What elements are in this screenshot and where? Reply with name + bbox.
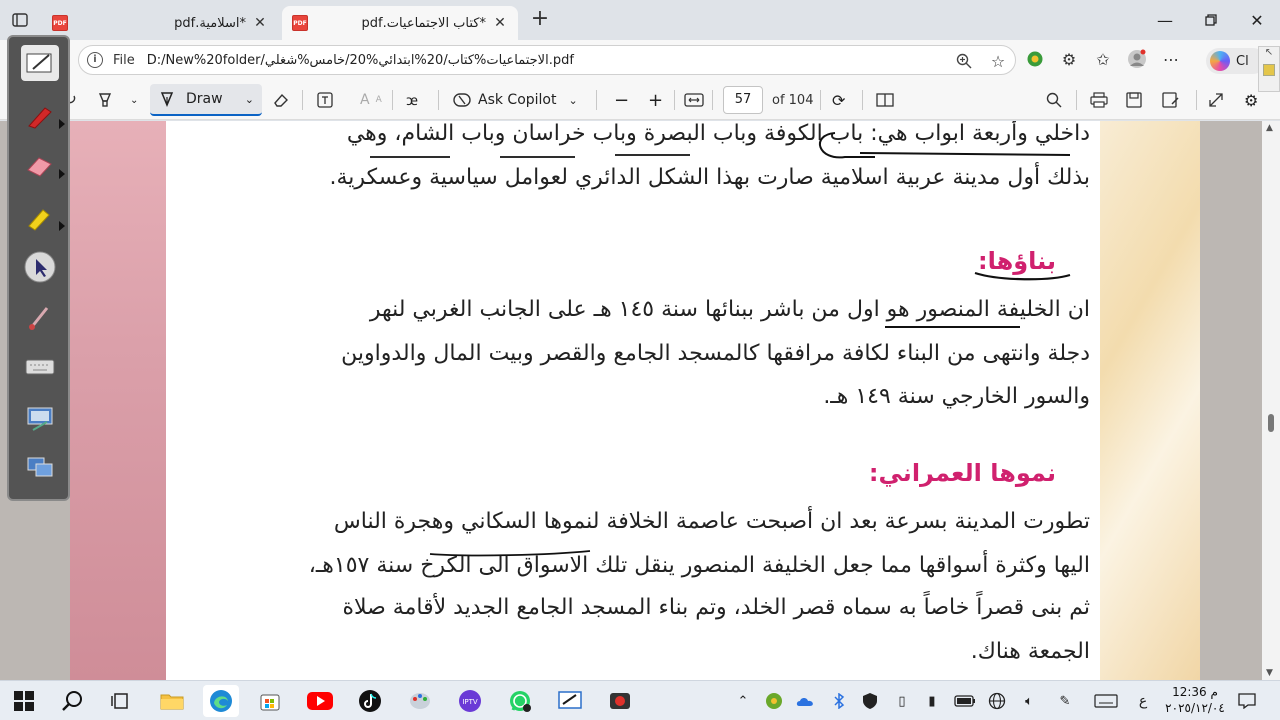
pdf-file-icon: PDF [52,15,68,31]
brush-tool-button[interactable] [21,299,59,335]
profile-avatar-icon[interactable] [1126,48,1148,70]
pdf-viewer[interactable] [0,121,1262,680]
save-as-icon[interactable] [1162,88,1180,112]
task-view-icon [110,691,130,711]
extension-globe-icon[interactable] [1024,48,1046,70]
notepad-pen-icon [25,51,55,75]
text-line: دجلة وانتهى من البناء لكافة مرافقها كالمسجد الجامع والقصر وبيت المال والدواوين [341,341,1090,366]
settings-gear-icon[interactable]: ⚙ [1244,90,1259,110]
recorder-icon [608,690,632,712]
text-line: تطورت المدينة بسرعة بعد ان أصبحت عاصمة الخلافة لنموها السكاني وهجرة الناس [333,509,1090,534]
folder-icon [160,691,184,711]
pen-icon [158,90,176,108]
svg-text:IPTV: IPTV [462,698,478,706]
fit-width-icon[interactable] [684,88,704,112]
usb-device-icon[interactable]: ▮ [928,693,936,709]
red-marker-icon [25,100,55,130]
store-bag-icon [259,690,281,712]
expand-icon[interactable] [1208,88,1224,112]
address-field[interactable] [78,45,1016,75]
minimize-button[interactable]: — [1157,10,1173,30]
tiktok-button[interactable] [352,685,388,717]
input-language-indicator[interactable]: ع [1138,693,1148,709]
eraser-icon[interactable] [272,88,290,112]
section-heading: نموها العمراني: [868,459,1056,487]
tab-islamic-pdf[interactable] [42,6,278,40]
copilot-button[interactable] [1206,48,1266,74]
screen-share-button[interactable] [21,451,59,487]
chevron-down-icon[interactable]: ⌄ [130,94,139,106]
page-total: of 104 [772,93,814,108]
ink-annotations [70,121,1200,680]
clock[interactable] [1164,684,1226,716]
eraser-tool-button[interactable] [21,147,59,183]
text-line: الجمعة هناك. [970,639,1090,664]
tab-title: *اسلامية.pdf [174,15,246,31]
drawing-tool-palette [7,35,70,501]
bluetooth-icon[interactable] [830,689,848,713]
more-menu-icon[interactable]: ⋯ [1163,49,1179,69]
screen-recorder-button[interactable] [602,685,638,717]
notepad-tool-button[interactable] [21,45,59,81]
search-icon [61,690,83,712]
pdf-page [70,121,1200,680]
tray-app-green-icon[interactable] [764,689,784,713]
text-line: والسور الخارجي سنة ١٤٩ هـ. [823,384,1090,409]
ask-copilot-button[interactable] [452,88,578,112]
text-line: بذلك أول مدينة عربية اسلامية صارت بهذا الشكل الدائري لعوامل سياسية وعسكرية. [329,165,1090,190]
file-explorer-button[interactable] [154,685,190,717]
copilot-icon [452,91,472,109]
phone-link-icon[interactable]: ▯ [898,693,906,709]
tiktok-icon [358,689,382,713]
close-tab-icon[interactable]: ✕ [494,15,506,31]
browser-toolbar-icons [1024,48,1182,70]
pointer-tool-button[interactable] [21,249,59,285]
section-heading: بناؤها: [978,247,1056,275]
rotate-icon[interactable]: ⟳ [832,90,846,110]
tab-social-studies-pdf[interactable] [282,6,518,40]
draw-label: Draw [186,91,223,107]
screen-share-icon [25,454,55,484]
iptv-app-button[interactable] [452,685,488,717]
keyboard-icon [25,357,55,377]
zoom-out-button[interactable]: − [614,89,630,111]
tab-strip [0,0,1280,40]
text-line: ان الخليفة المنصور هو اول من باشر ببنائها سنة ١٤٥ هـ على الجانب الغربي لنهر [369,297,1090,322]
text-box-icon[interactable] [316,88,334,112]
edge-logo-icon [209,689,233,713]
extensions-puzzle-icon[interactable]: ⚙ [1061,49,1077,69]
whiteboard-icon [558,690,582,712]
touch-keyboard-icon[interactable] [1092,689,1120,713]
mini-color-icon[interactable] [1263,64,1275,76]
highlighter-tool-button[interactable] [21,199,59,235]
scroll-up-icon[interactable]: ▲ [1266,123,1273,133]
youtube-icon [307,692,333,710]
mini-arrow-icon[interactable]: ↖ [1264,47,1274,58]
network-globe-icon[interactable] [986,689,1008,713]
marker-tool-button[interactable] [21,97,59,133]
side-mini-panel[interactable] [1258,46,1280,92]
zoom-icon[interactable] [953,50,975,72]
taskbar [0,680,1280,720]
eraser-icon [25,150,55,180]
notification-center-icon[interactable] [1236,689,1258,713]
print-icon[interactable] [1090,88,1108,112]
close-tab-icon[interactable]: ✕ [254,15,266,31]
clock-date: ٢٠٢٥/١٢/٠٤ [1165,701,1225,715]
scroll-down-icon[interactable]: ▼ [1266,668,1273,678]
windows-logo-icon [14,691,34,711]
pointer-arrow-icon [23,250,57,284]
pdf-toolbar [0,80,1280,120]
vertical-scrollbar[interactable] [1262,121,1280,680]
favorite-star-icon[interactable]: ☆ [990,51,1006,71]
url-text[interactable]: D:/New%20folder/الاجتماعيات%كتاب/20%ابتدائي%20/خامس%شغلي.pdf [146,52,574,68]
chevron-down-icon[interactable]: ⌄ [244,92,254,106]
youtube-button[interactable] [302,685,338,717]
paint-app-button[interactable] [402,685,438,717]
security-shield-icon[interactable] [860,689,880,713]
ask-copilot-label: Ask Copilot [478,92,557,108]
tray-onedrive-icon[interactable] [796,689,816,713]
screen-capture-button[interactable] [21,401,59,437]
edge-browser-button[interactable] [203,685,239,717]
restore-icon [1205,14,1217,26]
microsoft-store-button[interactable] [252,685,288,717]
palette-icon [408,689,432,713]
iptv-icon [458,689,482,713]
zoom-in-button[interactable]: + [648,89,664,111]
brush-icon [25,302,55,332]
save-icon[interactable] [1126,88,1142,112]
scheme-label: File [113,52,135,68]
info-icon[interactable]: i [87,52,103,68]
highlighter-icon [96,91,114,109]
page-view-icon[interactable] [876,88,894,112]
task-view-button[interactable] [102,685,138,717]
text-size-icon: A A [360,92,382,108]
screen-capture-icon [25,404,55,434]
battery-icon[interactable] [954,689,976,713]
whiteboard-app-button[interactable] [552,685,588,717]
start-button[interactable] [6,685,42,717]
new-tab-button[interactable]: + [530,6,550,31]
yellow-highlighter-icon [25,202,55,232]
tab-actions-button[interactable] [8,8,32,32]
search-button[interactable] [54,685,90,717]
read-aloud-icon[interactable]: ꭢ [406,92,419,109]
show-hidden-icons[interactable]: ⌃ [737,693,749,709]
text-line: اليها وكثرة أسواقها مما جعل الخليفة المنصور ينقل تلك الاسواق الى الكرخ سنة ١٥٧هـ، [308,553,1090,578]
volume-icon[interactable]: 🔈︎ [1025,693,1033,709]
address-bar-row [0,40,1280,80]
draw-button[interactable] [150,84,262,116]
keyboard-tool-button[interactable] [21,349,59,385]
whatsapp-icon [508,689,532,713]
tab-title: *كتاب الاجتماعيات.pdf [361,15,486,31]
clock-time: 12:36 م [1172,685,1218,699]
search-icon[interactable] [1046,88,1062,112]
restore-button[interactable] [1188,6,1234,34]
whatsapp-button[interactable] [502,685,538,717]
text-line: ثم بنى قصراً خاصاً به سماه قصر الخلد، وتم بناء المسجد الجامع الجديد لأقامة صلاة [342,595,1090,620]
scroll-thumb[interactable] [1268,414,1274,432]
highlight-tool-button[interactable] [96,88,138,112]
pen-menu-icon[interactable]: ✎ [1059,693,1071,709]
copilot-label: Cl [1236,53,1249,69]
tab-actions-icon [12,12,28,28]
chevron-down-icon[interactable]: ⌄ [568,93,578,107]
close-window-button[interactable]: ✕ [1250,10,1264,30]
favorites-icon[interactable]: ✩ [1096,49,1110,69]
text-line: داخلي وأربعة ابواب هي: باب الكوفة وباب البصرة وباب خراسان وباب الشام، وهي [346,121,1090,146]
pdf-file-icon: PDF [292,15,308,31]
page-number-input[interactable]: 57 [723,86,763,114]
copilot-logo-icon [1210,51,1230,71]
